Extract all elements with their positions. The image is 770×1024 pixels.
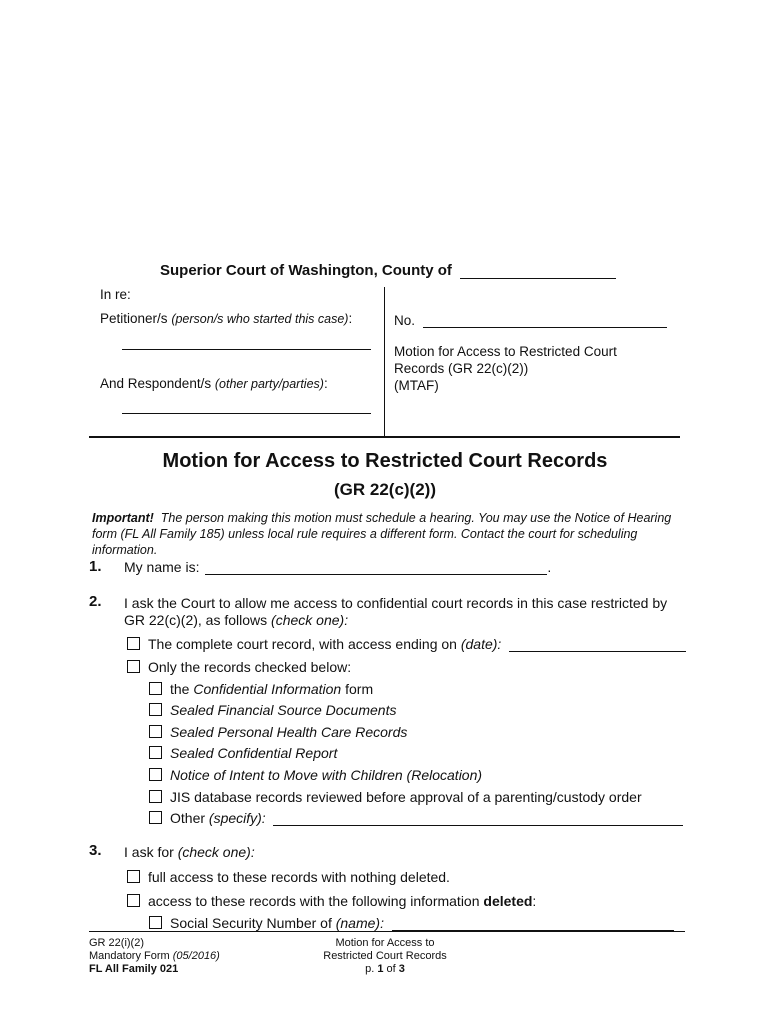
record-jis[interactable] <box>149 789 642 805</box>
item-1 <box>124 559 551 575</box>
option-only-checked[interactable] <box>127 659 351 675</box>
confidential-report-checkbox[interactable] <box>149 746 162 759</box>
doc-abbrev: (MTAF) <box>394 378 439 393</box>
petitioner-label-text: Petitioner/s <box>100 311 168 326</box>
ssn-checkbox[interactable] <box>149 916 162 929</box>
item-1-number: 1. <box>89 558 102 575</box>
complete-record-hint: (date): <box>460 636 502 652</box>
page-subtitle: (GR 22(c)(2)) <box>333 480 436 499</box>
other-label: Other <box>170 810 209 826</box>
health-label: Sealed Personal Health Care Records <box>170 724 408 740</box>
confidential-info-checkbox[interactable] <box>149 682 162 695</box>
confidential-info-name: Confidential Information <box>193 681 342 697</box>
case-number <box>394 313 667 328</box>
name-label: My name is: <box>124 559 200 575</box>
footer-page-total: 3 <box>398 963 405 975</box>
respondent-name-field[interactable] <box>122 413 371 414</box>
name-field[interactable] <box>205 560 547 575</box>
ask-for <box>124 844 255 860</box>
respondent-label <box>100 376 328 391</box>
financial-checkbox[interactable] <box>149 703 162 716</box>
record-confidential-report[interactable] <box>149 745 337 761</box>
important-note <box>92 510 682 558</box>
option-complete-record[interactable] <box>127 636 686 652</box>
item-3-number: 3. <box>89 842 102 859</box>
footer-rule-ref: GR 22(i)(2) <box>89 937 145 949</box>
relocation-label: Notice of Intent to Move with Children (Relocation) <box>170 767 483 783</box>
ask-for-hint: (check one): <box>177 844 255 860</box>
record-confidential-info[interactable] <box>149 681 373 697</box>
footer-page <box>285 963 485 976</box>
only-checked-label: Only the records checked below: <box>148 659 352 675</box>
footer-title-line1: Motion for Access to <box>335 937 435 949</box>
ask-line1: I ask the Court to allow me access to confidential court records in this case restricted by <box>124 595 668 611</box>
record-health[interactable] <box>149 724 407 740</box>
deleted-label: access to these records with the following information <box>148 893 484 909</box>
footer-left <box>89 937 220 976</box>
petitioner-hint: (person/s who started this case) <box>171 312 349 326</box>
petitioner-colon: : <box>348 311 353 326</box>
other-hint: (specify): <box>208 810 266 826</box>
footer-page-current: 1 <box>377 963 384 975</box>
health-checkbox[interactable] <box>149 725 162 738</box>
footer-mandatory-text: Mandatory Form <box>89 950 173 962</box>
doc-title-line1: Motion for Access to Restricted Court <box>394 344 617 359</box>
confidential-info-post: form <box>341 681 374 697</box>
name-end: . <box>547 559 552 575</box>
petitioner-name-field[interactable] <box>122 349 371 350</box>
petitioner-label <box>100 311 352 326</box>
footer-page-of: of <box>383 963 399 975</box>
option-deleted[interactable] <box>127 893 536 909</box>
caption-divider <box>384 287 385 437</box>
respondent-colon: : <box>323 376 328 391</box>
footer-mandatory <box>89 950 220 963</box>
deleted-bold: deleted <box>483 893 533 909</box>
court-title <box>160 262 616 279</box>
jis-label: JIS database records reviewed before approval of a parenting/custody order <box>170 789 642 805</box>
confidential-report-label: Sealed Confidential Report <box>170 745 338 761</box>
ask-line2 <box>124 612 348 628</box>
ssn-hint: (name): <box>335 915 384 931</box>
complete-record-checkbox[interactable] <box>127 637 140 650</box>
in-re-label: In re: <box>100 287 131 302</box>
deleted-checkbox[interactable] <box>127 894 140 907</box>
other-specify-field[interactable] <box>273 811 683 826</box>
caption-bottom-rule <box>89 436 680 438</box>
footer-title-line2: Restricted Court Records <box>323 950 447 962</box>
county-field[interactable] <box>460 264 616 279</box>
footer-form-date: (05/2016) <box>172 950 220 962</box>
footer-page-prefix: p. <box>365 963 378 975</box>
ask-line2-text: GR 22(c)(2), as follows <box>124 612 272 628</box>
other-checkbox[interactable] <box>149 811 162 824</box>
record-other[interactable] <box>149 810 683 826</box>
respondent-hint: (other party/parties) <box>214 377 324 391</box>
deleted-ssn[interactable] <box>149 915 674 931</box>
footer-rule <box>89 931 685 932</box>
relocation-checkbox[interactable] <box>149 768 162 781</box>
doc-title-line2: Records (GR 22(c)(2)) <box>394 361 529 376</box>
case-number-field[interactable] <box>423 313 667 328</box>
financial-label: Sealed Financial Source Documents <box>170 702 397 718</box>
page-title: Motion for Access to Restricted Court Records <box>162 450 608 472</box>
ask-for-text: I ask for <box>124 844 178 860</box>
option-full-access[interactable] <box>127 869 450 885</box>
respondent-label-text: And Respondent/s <box>100 376 212 391</box>
important-text: The person making this motion must schedule a hearing. You may use the Notice of Hearing form (FL All Family 185) unless local rule requires a different form. Contact the court for scheduling information. <box>92 511 672 557</box>
jis-checkbox[interactable] <box>149 790 162 803</box>
full-access-label: full access to these records with nothing deleted. <box>148 869 450 885</box>
full-access-checkbox[interactable] <box>127 870 140 883</box>
only-checked-checkbox[interactable] <box>127 660 140 673</box>
ssn-label: Social Security Number of <box>170 915 336 931</box>
important-label: Important! <box>92 511 154 525</box>
record-financial[interactable] <box>149 702 396 718</box>
ask-line2-hint: (check one): <box>271 612 349 628</box>
doc-title-block <box>394 343 617 394</box>
ssn-name-field[interactable] <box>392 916 674 931</box>
confidential-info-pre: the <box>170 681 194 697</box>
complete-record-label: The complete court record, with access ending on <box>148 636 461 652</box>
item-2-number: 2. <box>89 593 102 610</box>
record-relocation[interactable] <box>149 767 482 783</box>
court-title-text: Superior Court of Washington, County of <box>160 262 452 279</box>
deleted-colon: : <box>532 893 537 909</box>
case-number-label: No. <box>394 313 416 328</box>
footer-center <box>285 937 485 976</box>
footer-form-id: FL All Family 021 <box>89 963 179 975</box>
access-end-date-field[interactable] <box>509 637 686 652</box>
